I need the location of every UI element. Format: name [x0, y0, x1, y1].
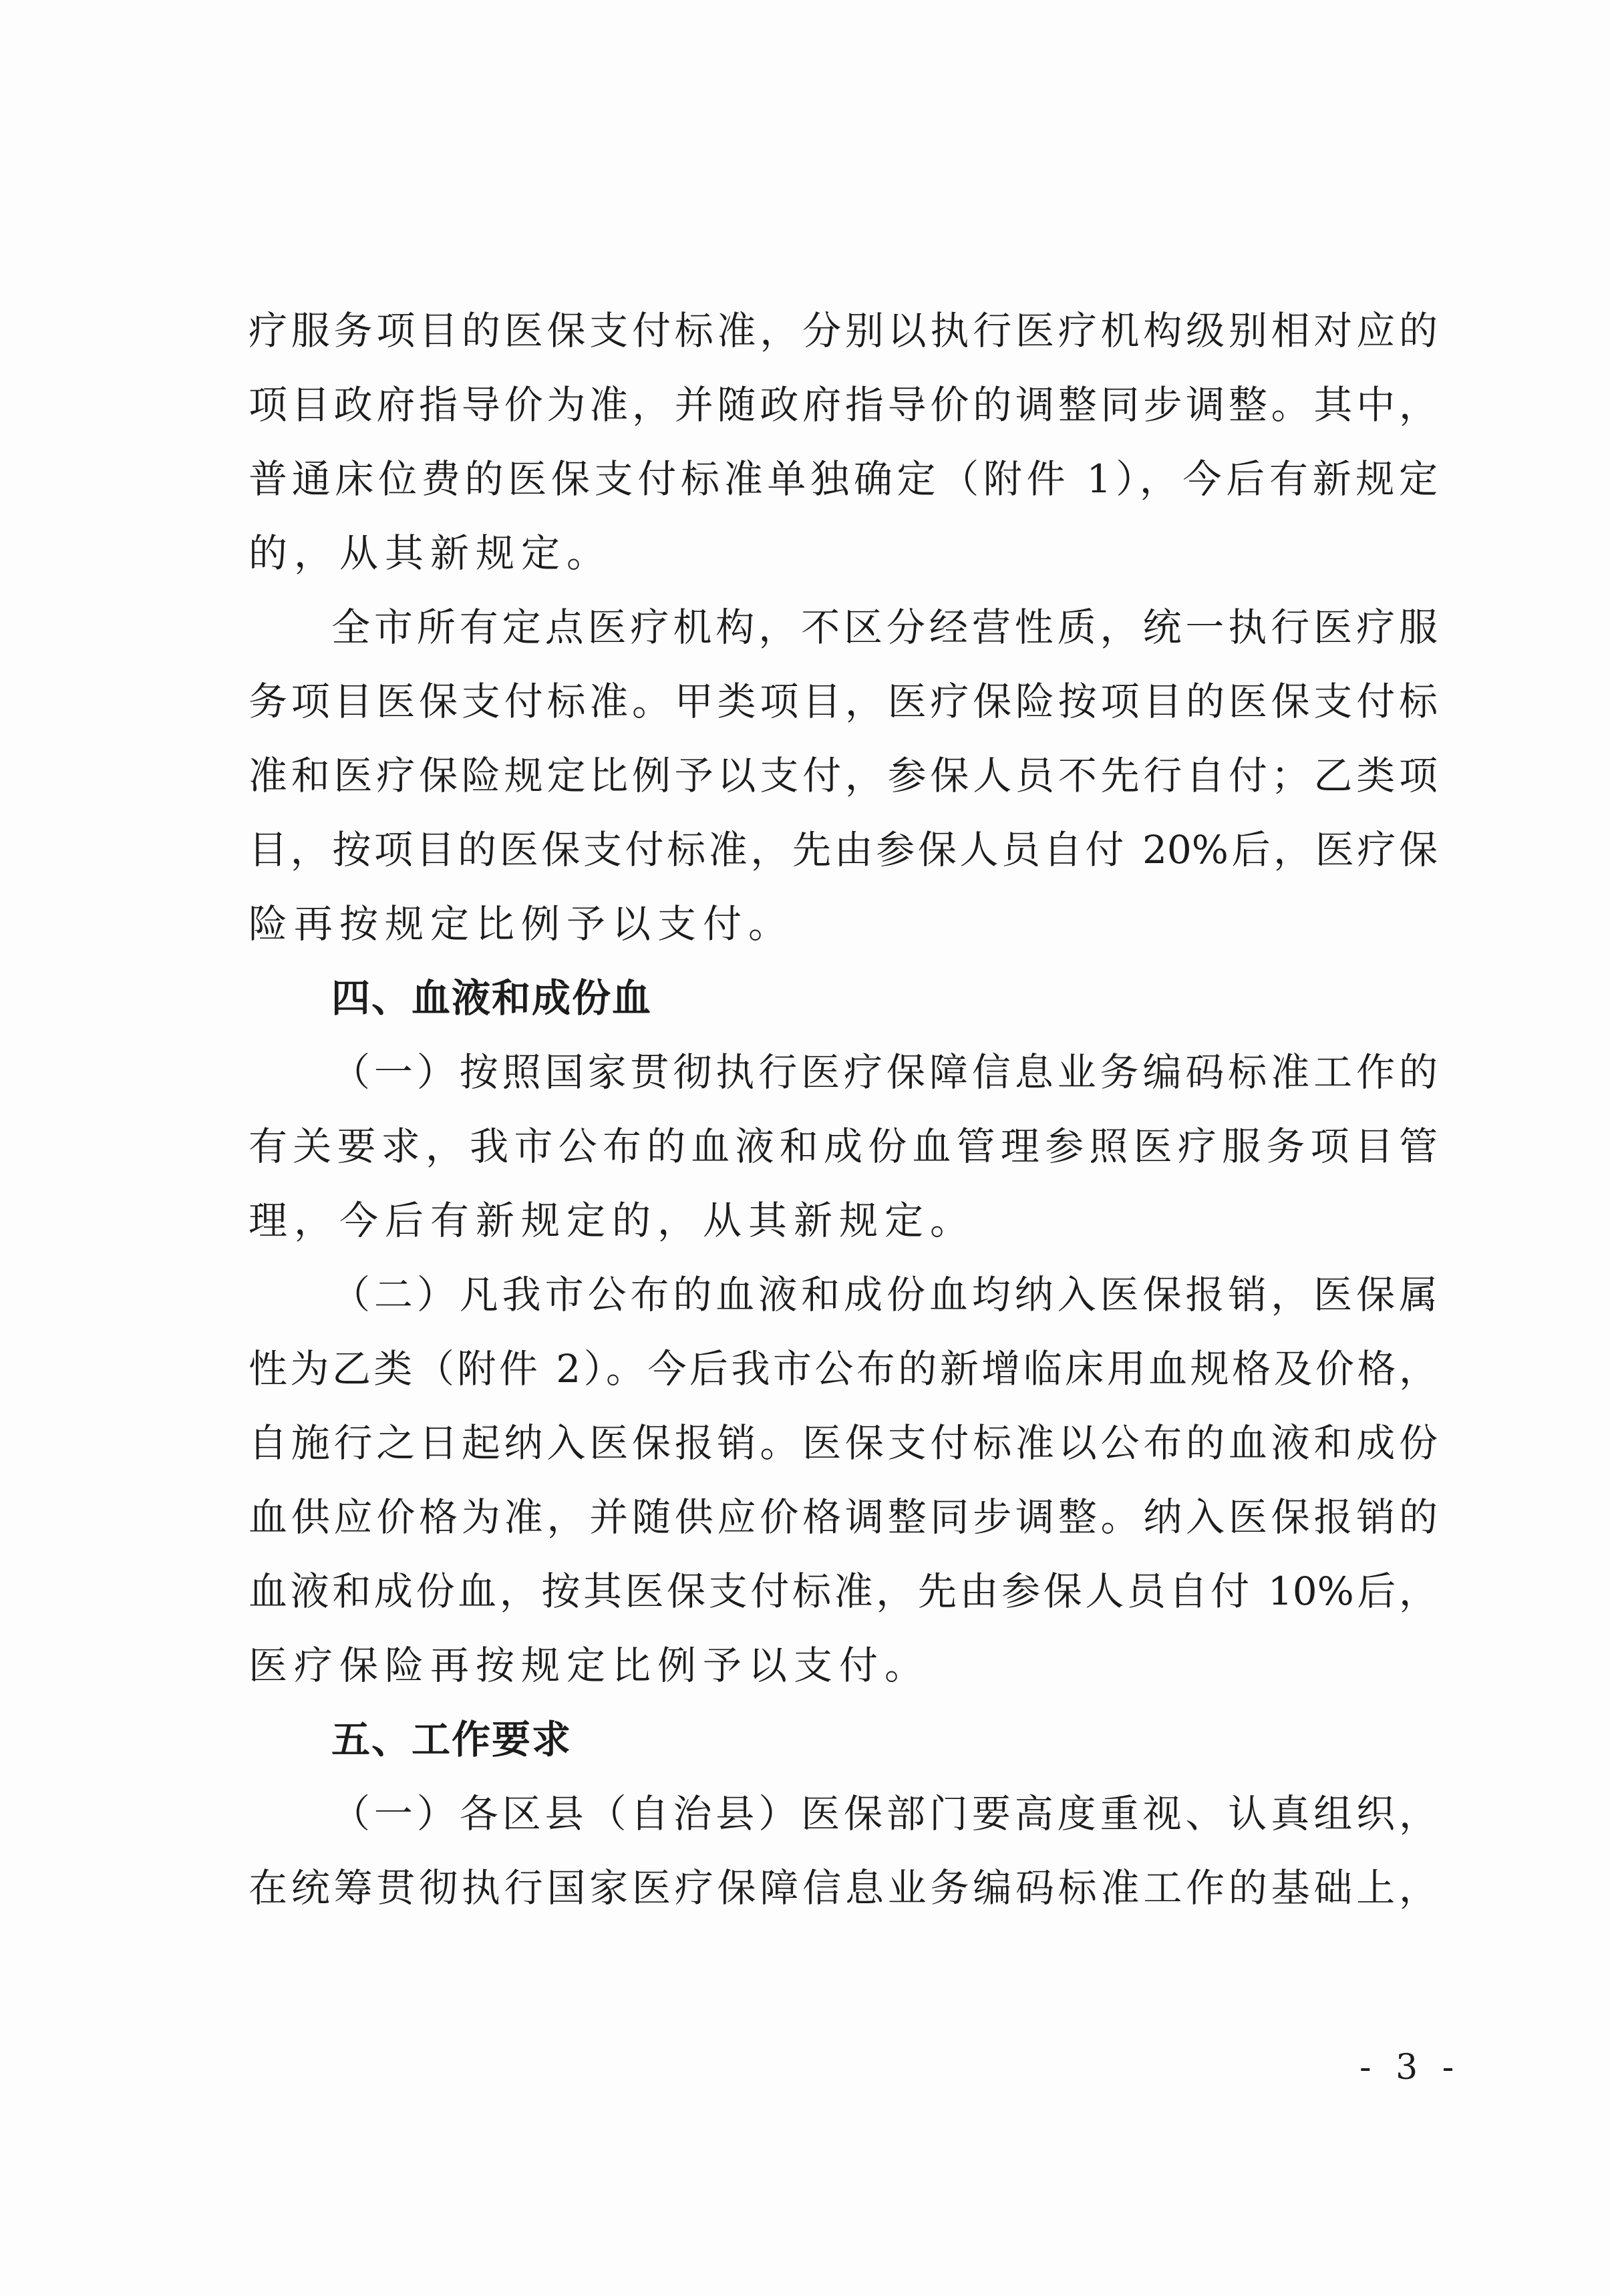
text-line: 理，今后有新规定的，从其新规定。: [249, 1198, 976, 1243]
text-line: 在统筹贯彻执行国家医疗保障信息业务编码标准工作的基础上，: [249, 1865, 1438, 1911]
text-line: 自施行之日起纳入医保报销。医保支付标准以公布的血液和成份: [249, 1420, 1438, 1466]
text-line: 血液和成份血，按其医保支付标准，先由参保人员自付 10%后，: [249, 1569, 1438, 1614]
text-line: 性为乙类（附件 2）。今后我市公布的新增临床用血规格及价格，: [249, 1346, 1438, 1391]
page-number: - 3 -: [1359, 2047, 1461, 2088]
text-line: 的，从其新规定。: [249, 530, 613, 576]
section-heading: 五、工作要求: [331, 1717, 573, 1762]
text-line: 全市所有定点医疗机构，不区分经营性质，统一执行医疗服: [331, 605, 1438, 650]
text-line: 准和医疗保险规定比例予以支付，参保人员不先行自付；乙类项: [249, 753, 1438, 798]
text-line: （一）各区县（自治县）医保部门要高度重视、认真组织，: [331, 1791, 1438, 1836]
text-line: 普通床位费的医保支付标准单独确定（附件 1），今后有新规定: [249, 456, 1438, 502]
text-line: 医疗保险再按规定比例予以支付。: [249, 1643, 931, 1688]
body-text: [249, 294, 1438, 1925]
text-line: 有关要求，我市公布的血液和成份血管理参照医疗服务项目管: [249, 1124, 1438, 1169]
text-line: 险再按规定比例予以支付。: [249, 901, 794, 947]
text-line: （二）凡我市公布的血液和成份血均纳入医保报销，医保属: [331, 1272, 1438, 1317]
text-line: （一）按照国家贯彻执行医疗保障信息业务编码标准工作的: [331, 1049, 1438, 1095]
text-line: 项目政府指导价为准，并随政府指导价的调整同步调整。其中，: [249, 382, 1438, 428]
text-line: 务项目医保支付标准。甲类项目，医疗保险按项目的医保支付标: [249, 679, 1438, 724]
text-line: 血供应价格为准，并随供应价格调整同步调整。纳入医保报销的: [249, 1494, 1438, 1540]
text-line: 疗服务项目的医保支付标准，分别以执行医疗机构级别相对应的: [249, 308, 1438, 353]
section-heading: 四、血液和成份血: [331, 975, 653, 1021]
text-line: 目，按项目的医保支付标准，先由参保人员自付 20%后，医疗保: [249, 827, 1438, 872]
